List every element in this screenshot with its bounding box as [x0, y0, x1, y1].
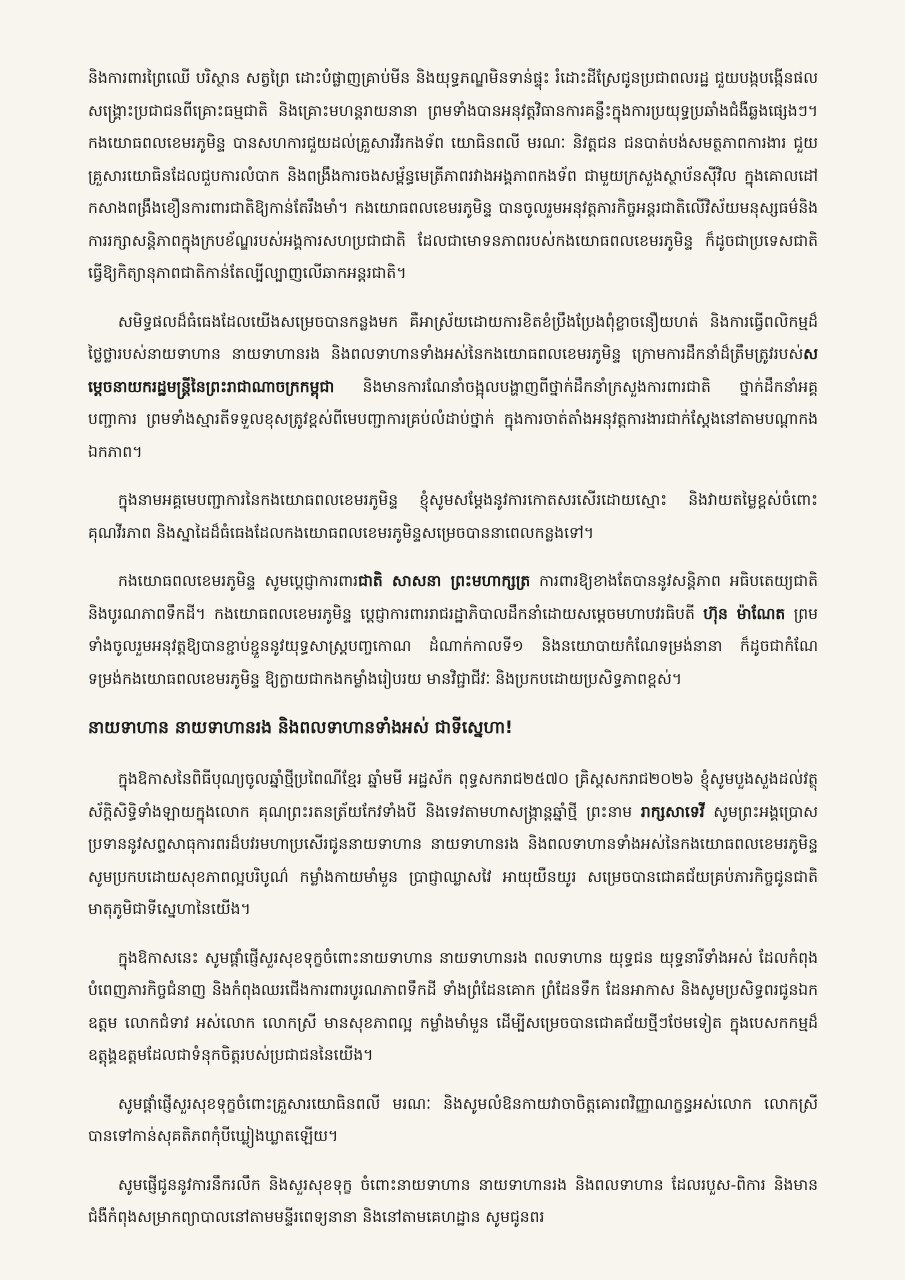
- paragraph-5-bold-name: រាក្សសាទេវី: [640, 802, 705, 821]
- paragraph-2-text-a: សមិទ្ធផលដ៏ធំធេងដែលយើងសម្រេចបានកន្លងមក គឺអាស្រ័យដោយការខិតខំប្រឹងប្រែងពុំខ្លាចនឿយហត់ និងការធ្វើពលិកម្មដ៏ថ្លៃថ្លារបស់នាយទាហាន នាយទាហានរង និងពលទាហានទាំងអស់នៃកងយោធពលខេមរភូមិន្ទ ក្រោមការដឹកនាំដ៏ត្រឹមត្រូវរបស់: [88, 312, 818, 363]
- paragraph-4-text-b: ការពារឱ្យខាងតែបាននូវសន្តិភាព អធិបតេយ្យជាតិ និងបូរណភាពទឹកដី។ កងយោធពលខេមរភូមិន្ទ ប្តេជ្ញាការពាររាជរដ្ឋាភិបាលដឹកនាំដោយសម្តេចមហាបវរធិបតី: [88, 572, 818, 623]
- section-heading: នាយទាហាន នាយទាហានរង និងពលទាហានទាំងអស់ ជាទីស្នេហា!: [88, 718, 513, 738]
- paragraph-5-text-b: សូមព្រះអង្គប្រោសប្រទាននូវសព្ទសាធុការពរដ៏បវរមហាប្រសើរជូននាយទាហាន នាយទាហានរង និងពលទាហានទាំងអស់នៃកងយោធពលខេមរភូមិន្ទ សូមប្រកបដោយសុខភាពល្អបរិបូណ៌ កម្លាំងកាយមាំមួន ប្រាជ្ញាឈ្លាសវៃ អាយុយឺនយូរ សម្រេចបានជោគជ័យគ្រប់ភារកិច្ចជូនជាតិមាតុភូមិជាទីស្នេហានៃយើង។: [88, 802, 818, 918]
- paragraph-6: ក្នុងឱកាសនេះ សូមផ្តាំផ្ញើសួរសុខទុក្ខចំពោះនាយទាហាន នាយទាហានរង ពលទាហាន យុទ្ធជន យុទ្ធនារីទាំងអស់ ដែលកំពុងបំពេញភារកិច្ចជំនាញ និងកំពុងឈរជើងការពារបូរណភាពទឹកដី ទាំងព្រំដែនគោក ព្រំដែនទឹក ដែនអាកាស និងសូមប្រសិទ្ធពរជូនឯកឧត្តម លោកជំទាវ អស់លោក លោកស្រី មានសុខភាពល្អ កម្លាំងមាំមួន ដើម្បីសម្រេចបានជោគជ័យថ្មីៗថែមទៀត ក្នុងបេសកកម្មដ៏ឧត្តុង្គឧត្តមដែលជាទំនុកចិត្តរបស់ប្រជាជននៃយើង។: [88, 948, 818, 1064]
- paragraph-2-bold-title: សម្តេចនាយករដ្ឋមន្ត្រីនៃព្រះរាជាណាចក្រកម្ពុជា: [88, 345, 818, 396]
- paragraph-5-text-a: ក្នុងឱកាសនៃពិធីបុណ្យចូលឆ្នាំថ្មីប្រពៃណីខ្មែរ ឆ្នាំមមី អដ្ឋស័ក ពុទ្ធសករាជ២៥៧០ គ្រិស្តសករាជ២០២៦ ខ្ញុំសូមបួងសួងដល់វត្ថុស័ក្តិសិទ្ធិទាំងឡាយក្នុងលោក គុណព្រះរតនត្រ័យកែវទាំងបី និងទេវតាមហាសង្ក្រាន្តឆ្នាំថ្មី ព្រះនាម: [88, 770, 818, 821]
- paragraph-4-bold-name: ហ៊ុន ម៉ាណែត: [703, 604, 786, 623]
- paragraph-4-bold-motto: ជាតិ សាសនា ព្រះមហាក្សត្រ: [358, 572, 531, 590]
- paragraph-2-text-b: និងមានការណែនាំចង្អុលបង្ហាញពីថ្នាក់ដឹកនាំក្រសួងការពារជាតិ ថ្នាក់ដឹកនាំអគ្គបញ្ជាការ ព្រមទាំងស្មារតីទទួលខុសត្រូវខ្ពស់ពីមេបញ្ជាការគ្រប់លំដាប់ថ្នាក់ ក្នុងការចាត់តាំងអនុវត្តការងារជាក់ស្តែងនៅតាមបណ្តាកងឯកភាព។: [88, 377, 818, 461]
- paragraph-4: [88, 565, 818, 695]
- paragraph-1: និងការពារព្រៃឈើ បរិស្ថាន សត្វព្រៃ ដោះបំផ្លាញគ្រាប់មីន និងយុទ្ធភណ្ឌមិនទាន់ផ្ទុះ រំដោះដីស្រែជូនប្រជាពលរដ្ឋ ជួយបង្កបង្កើនផល សង្គ្រោះប្រជាជនពីគ្រោះធម្មជាតិ និងគ្រោះមហន្តរាយនានា ព្រមទាំងបានអនុវត្តវិធានការគន្លឹះក្នុងការប្រយុទ្ធប្រឆាំងជំងឺឆ្លងផ្សេងៗ។ កងយោធពលខេមរភូមិន្ទ បានសហការជួយដល់គ្រួសារវីរកងទ័ព យោធិនពលី មរណៈ និវត្តជន ជនបាត់បង់សមត្ថភាពការងារ ជួយគ្រួសារយោធិនដែលជួបការលំបាក និងពង្រឹងការចងសម្ព័ន្ធមេត្រីភាពរវាងអង្គភាពកងទ័ព ជាមួយក្រសួងស្ថាប័នស៊ីវិល ក្នុងគោលដៅកសាងពង្រឹងខឿនការពារជាតិឱ្យកាន់តែរឹងមាំ។ កងយោធពលខេមរភូមិន្ទ បានចូលរួមអនុវត្តភារកិច្ចអន្តរជាតិលើវិស័យមនុស្សធម៌និងការរក្សាសន្តិភាពក្នុងក្របខ័ណ្ឌរបស់អង្គការសហប្រជាជាតិ ដែលជាមោទនភាពរបស់កងយោធពលខេមរភូមិន្ទ ក៏ដូចជាប្រទេសជាតិ ធ្វើឱ្យកិត្យានុភាពជាតិកាន់តែល្បីល្បាញលើឆាកអន្តរជាតិ។: [88, 69, 818, 282]
- paragraph-5: [88, 763, 818, 926]
- document-page: [88, 62, 818, 1257]
- paragraph-4-text-c: ព្រមទាំងចូលរួមអនុវត្តឱ្យបានខ្ជាប់ខ្ជួននូវយុទ្ធសាស្ត្របញ្ចកោណ ដំណាក់កាលទី១ និងនយោបាយកំណែទម្រង់នានា ក៏ដូចជាកំណែទម្រង់កងយោធពលខេមរភូមិន្ទ ឱ្យក្លាយជាកងកម្លាំងរៀបរយ មានវិជ្ជាជីវៈ និងប្រកបដោយប្រសិទ្ធភាពខ្ពស់។: [88, 604, 818, 688]
- paragraph-2: [88, 306, 818, 469]
- paragraph-4-text-a: កងយោធពលខេមរភូមិន្ទ សូមប្តេជ្ញាការពារ: [118, 572, 359, 590]
- paragraph-3: ក្នុងនាមអគ្គមេបញ្ជាការនៃកងយោធពលខេមរភូមិន្ទ ខ្ញុំសូមសម្តែងនូវការកោតសរសើរដោយស្មោះ និងវាយតម្លៃខ្ពស់ចំពោះគុណវីរភាព និងស្នាដៃដ៏ធំធេងដែលកងយោធពលខេមរភូមិន្ទសម្រេចបាននាពេលកន្លងទៅ។: [88, 491, 818, 542]
- paragraph-8: សូមផ្ញើជូននូវការនឹករលឹក និងសួរសុខទុក្ខ ចំពោះនាយទាហាន នាយទាហានរង និងពលទាហាន ដែលរបួស-ពិការ និងមានជំងឺកំពុងសម្រាកព្យាបាលនៅតាមមន្ទីរពេទ្យនានា និងនៅតាមគេហដ្ឋាន សូមជូនពរ: [88, 1175, 818, 1226]
- paragraph-7: សូមផ្តាំផ្ញើសួរសុខទុក្ខចំពោះគ្រួសារយោធិនពលី មរណៈ និងសូមលំឱនកាយវាចាចិត្តគោរពវិញ្ញាណក្ខន្ធអស់លោក លោកស្រី បានទៅកាន់សុគតិភពកុំបីឃ្លៀងឃ្លាតឡើយ។: [88, 1094, 818, 1145]
